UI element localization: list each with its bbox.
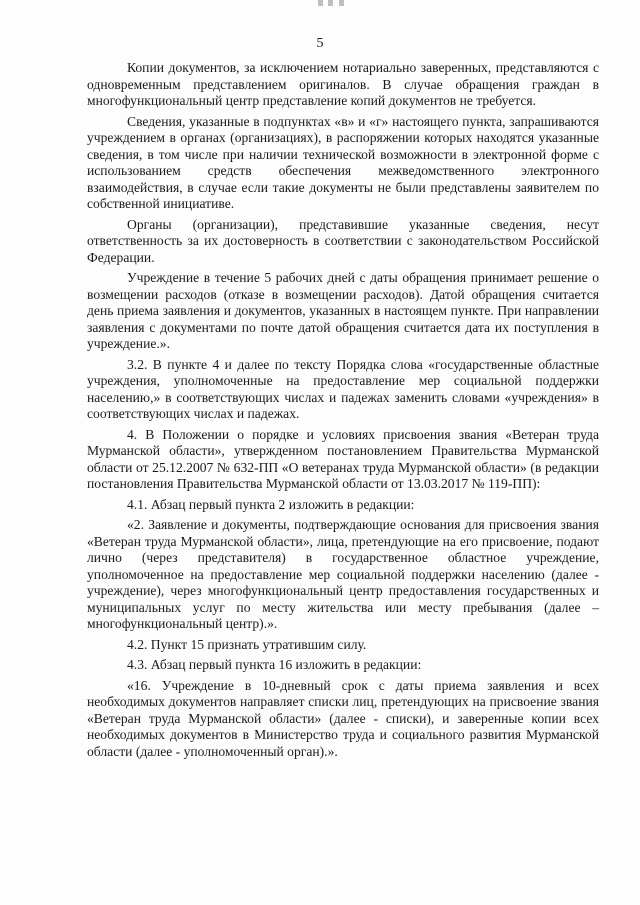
paragraph-information-requests: Сведения, указанные в подпунктах «в» и «г» настоящего пункта, запрашиваются учреждением в органах (организациях), в распоряжении которых находятся указанные сведения, в том числе при наличии технической возможности в электронной форме с использованием средств обеспечения межведомственного электронного взаимодействия, в случае если такие документы не были представлены заявителем по собственной инициативе.: [87, 113, 599, 211]
paragraph-copies: Копии документов, за исключением нотариально заверенных, представляются с одновременным представлением оригиналов. В случае обращения граждан в многофункциональный центр представление копий документов не требуется.: [87, 60, 599, 108]
document-body: [87, 60, 599, 764]
scan-mark: [328, 0, 333, 6]
page-number: 5: [316, 36, 324, 51]
scan-mark: [339, 0, 344, 6]
paragraph-point-2: «2. Заявление и документы, подтверждающие основания для присвоения звания «Ветеран труда Мурманской области», лица, претендующие на его присвоение, подают лично (через представителя) в государственное областное учреждение, уполномоченное на предоставление мер социальной поддержки населению (далее - учреждение), через многофункциональный центр предоставления государственных и муниципальных услуг по месту жительства или месту пребывания (далее – многофункциональный центр).».: [87, 517, 599, 631]
scan-mark: [318, 0, 323, 6]
paragraph-4-1: 4.1. Абзац первый пункта 2 изложить в редакции:: [127, 496, 415, 512]
paragraph-4-2: 4.2. Пункт 15 признать утратившим силу.: [127, 636, 367, 652]
paragraph-4-3: 4.3. Абзац первый пункта 16 изложить в редакции:: [127, 657, 422, 672]
paragraph-responsibility: Органы (организации), представившие указанные сведения, несут ответственность за их достоверность в соответствии с законодательством Российской Федерации.: [87, 216, 599, 265]
paragraph-3-2: 3.2. В пункте 4 и далее по тексту Порядка слова «государственные областные учреждения, уполномоченные на предоставление мер социальной поддержки населению,» в соответствующих числах и падежах заменить словами «учреждения» в соответствующих числах и падежах.: [87, 356, 599, 421]
paragraph-4: 4. В Положении о порядке и условиях присвоения звания «Ветеран труда Мурманской области», утвержденном постановлением Правительства Мурманской области от 25.12.2007 № 632-ПП «О ветеранах труда Мурманской области» (в редакции постановления Правительства Мурманской области от 13.03.2017 № 119-ПП):: [87, 426, 599, 491]
paragraph-decision: Учреждение в течение 5 рабочих дней с даты обращения принимает решение о возмещении расходов (отказе в возмещении расходов). Датой обращения считается день приема заявления и документов, указанных в настоящем пункте. При направлении заявления с документами по почте датой обращения считается дата их поступления в учреждение.».: [87, 270, 599, 351]
paragraph-point-16: «16. Учреждение в 10-дневный срок с даты приема заявления и всех необходимых документов направляет списки лиц, претендующих на присвоение звания «Ветеран труда Мурманской области» (далее - списки), и заверенные копии всех необходимых документов в Министерство труда и социального развития Мурманской области (далее - уполномоченный орган).».: [87, 677, 599, 759]
